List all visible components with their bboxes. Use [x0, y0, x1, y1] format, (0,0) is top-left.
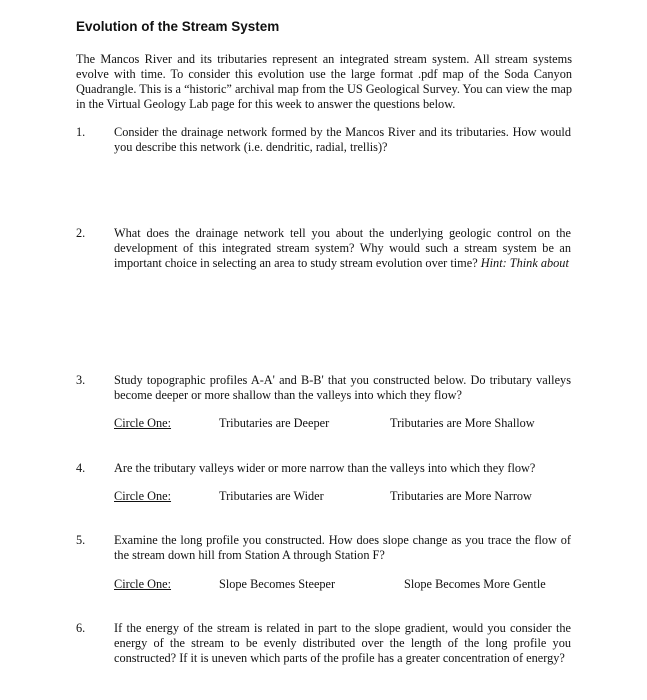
page-title: Evolution of the Stream System [76, 19, 280, 34]
question-3-choices [114, 416, 574, 431]
circle-one-label: Circle One: [114, 577, 172, 591]
question-4-choices [114, 489, 574, 504]
question-6-text: If the energy of the stream is related in part to the slope gradient, would you consider the energy of the stream to be evenly distributed over the length of the long profile you constructed? If it is uneven which parts of the profile has a greater concentration of energy? [114, 621, 571, 665]
question-5-choices [114, 577, 574, 592]
option-slope-more-gentle[interactable]: Slope Becomes More Gentle [404, 577, 546, 591]
option-tributaries-wider[interactable]: Tributaries are Wider [219, 489, 324, 503]
question-4-number: 4. [76, 461, 86, 475]
option-tributaries-more-shallow[interactable]: Tributaries are More Shallow [390, 416, 535, 430]
question-2-text: What does the drainage network tell you about the underlying geologic control on the development of this integrated stream system? Why would such a stream system be an important choice in selecting an area to study stream evolution over time? [114, 226, 571, 270]
question-6-number: 6. [76, 621, 86, 635]
question-3-number: 3. [76, 373, 86, 387]
question-1-number: 1. [76, 125, 86, 139]
question-2-number: 2. [76, 226, 86, 240]
question-4-text: Are the tributary valleys wider or more narrow than the valleys into which they flow? [114, 461, 536, 475]
circle-one-label: Circle One: [114, 416, 172, 430]
question-3-text: Study topographic profiles A-A' and B-B' that you constructed below. Do tributary valleys become deeper or more shallow than the valleys into which they flow? [114, 373, 571, 402]
question-1-text: Consider the drainage network formed by the Mancos River and its tributaries. How would you describe this network (i.e. dendritic, radial, trellis)? [114, 125, 571, 154]
question-5-number: 5. [76, 533, 86, 547]
option-slope-steeper[interactable]: Slope Becomes Steeper [219, 577, 336, 591]
question-2-block [114, 226, 571, 271]
question-2-hint: Hint: Think about [480, 256, 569, 270]
question-5-text: Examine the long profile you constructed. How does slope change as you trace the flow of the stream down hill from Station A through Station F? [114, 533, 571, 562]
intro-paragraph: The Mancos River and its tributaries represent an integrated stream system. All stream systems evolve with time. To consider this evolution use the large format .pdf map of the Soda Canyon Quadrangle. This is a “historic” archival map from the US Geological Survey. You can view the map in the Virtual Geology Lab page for this week to answer the questions below. [76, 52, 572, 111]
option-tributaries-more-narrow[interactable]: Tributaries are More Narrow [390, 489, 532, 503]
option-tributaries-deeper[interactable]: Tributaries are Deeper [219, 416, 330, 430]
circle-one-label: Circle One: [114, 489, 172, 503]
